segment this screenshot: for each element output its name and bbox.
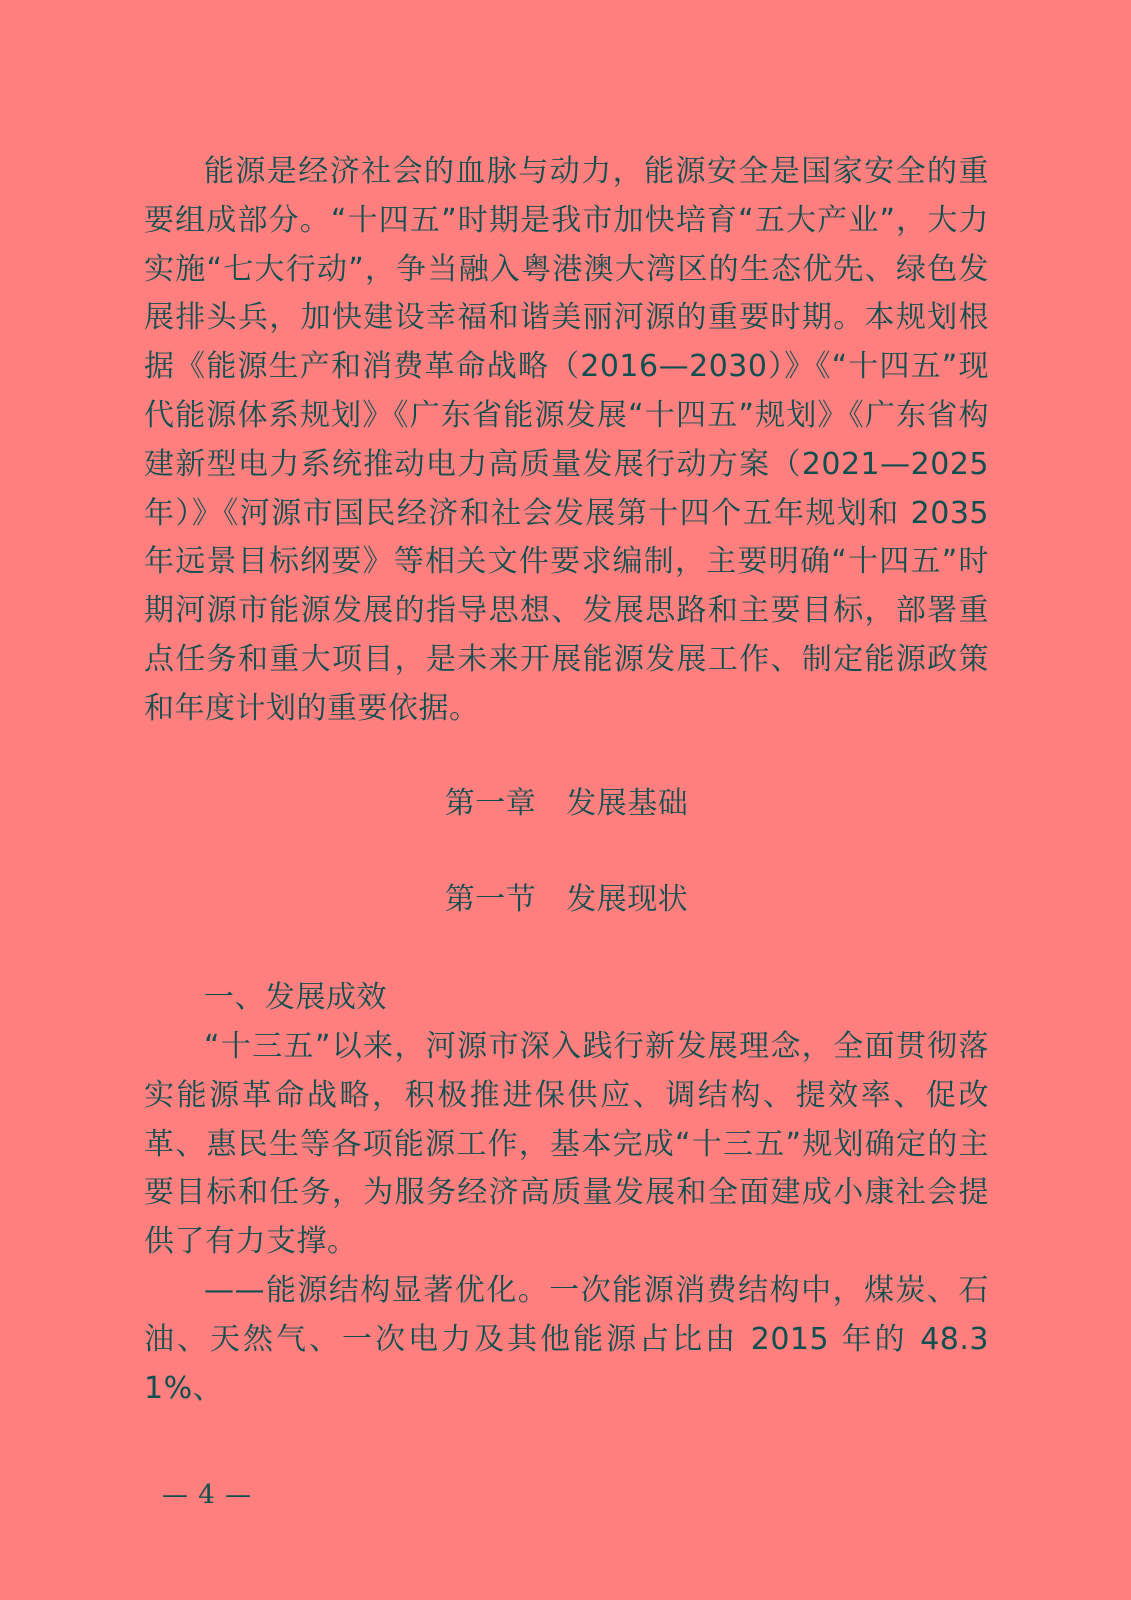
chapter-title: 发展基础 [566,785,689,821]
chapter-number: 第一章 [444,785,537,821]
subheading-development-results: 一、发展成效 [204,980,387,1016]
section-heading [144,876,989,925]
chapter-heading [144,780,989,829]
paragraph-achievements: “十三五”以来，河源市深入践行新发展理念，全面贯彻落实能源革命战略，积极推进保供应、调结构、提效率、促改革、惠民生等各项能源工作，基本完成“十三五”规划确定的主要目标和任务，为服务经济高质量发展和全面建成小康社会提供了有力支撑。 [144,1028,989,1260]
section-number: 第一节 [444,882,537,918]
intro-paragraph: 能源是经济社会的血脉与动力，能源安全是国家安全的重要组成部分。“十四五”时期是我市加快培育“五大产业”，大力实施“七大行动”，争当融入粤港澳大湾区的生态优先、绿色发展排头兵，加快建设幸福和谐美丽河源的重要时期。本规划根据《能源生产和消费革命战略（2016—2030）》《“十四五”现代能源体系规划》《广东省能源发展“十四五”规划》《广东省构建新型电力系统推动电力高质量发展行动方案（2021—2025年）》《河源市国民经济和社会发展第十四个五年规划和 2035年远景目标纲要》等相关文件要求编制，主要明确“十四五”时期河源市能源发展的指导思想、发展思路和主要目标，部署重点任务和重大项目，是未来开展能源发展工作、制定能源政策和年度计划的重要依据。 [144,154,989,726]
paragraph-energy-structure: ——能源结构显著优化。一次能源消费结构中，煤炭、石油、天然气、一次电力及其他能源占比由 2015 年的 48.31%、 [144,1272,989,1406]
document-body [144,148,989,1413]
page-number: — 4 — [162,1480,253,1510]
section-title: 发展现状 [566,882,689,918]
